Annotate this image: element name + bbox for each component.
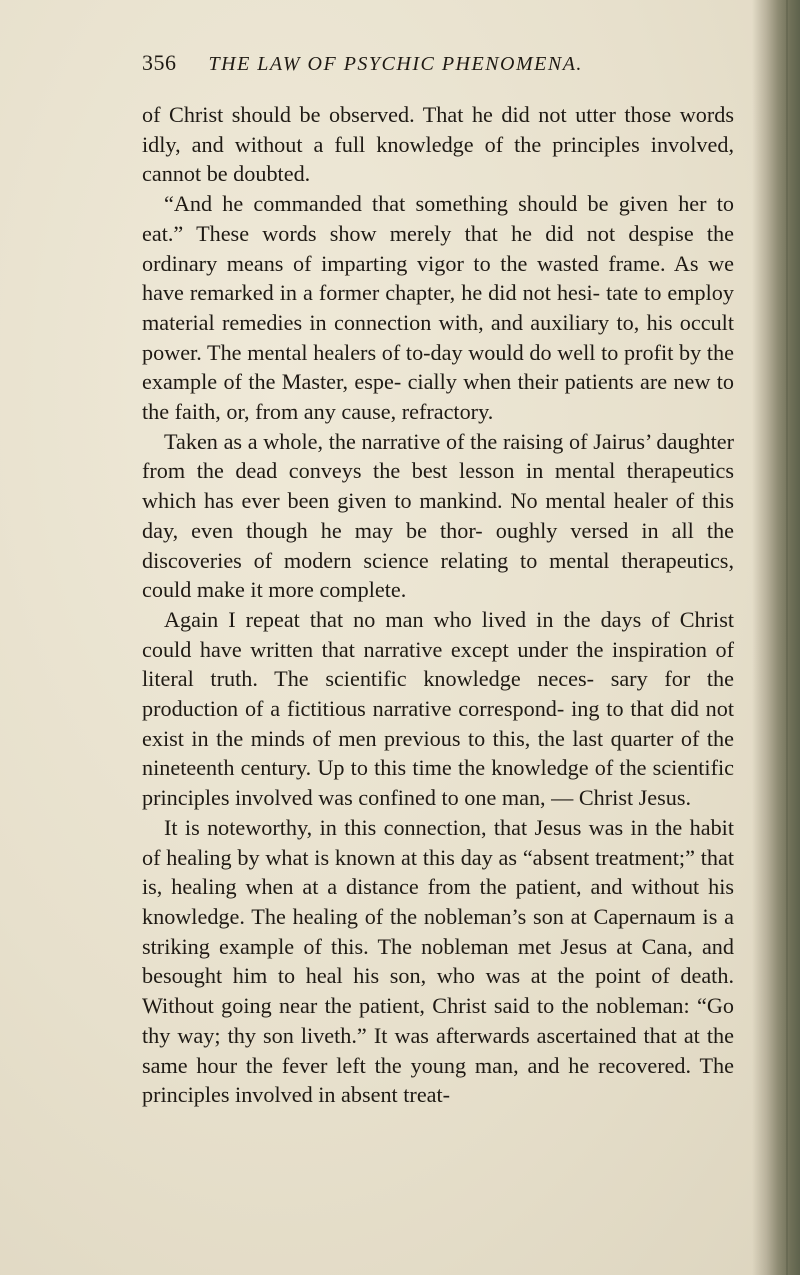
page-number: 356 xyxy=(142,50,177,75)
paragraph-2: “And he commanded that something should be given her to eat.” These words show merely that he did not despise the ordinary means of imparting vigor to the wasted frame. As we have remarked in a former chapter, he did not hesi- tate to employ material remedies in connection with, and auxiliary to, his occult power. The mental healers of to-day would do well to profit by the example of the Master, espe- cially when their patients are new to the faith, or, from any cause, refractory. xyxy=(142,191,734,425)
page-header xyxy=(142,50,732,82)
paragraph-4: Again I repeat that no man who lived in the days of Christ could have written that narrative except under the inspiration of literal truth. The scientific knowledge neces- sary for the production of a fictitious narrative correspond- ing to that did not exist in the minds of men previous to this, the last quarter of the nineteenth century. Up to this time the knowledge of the scientific principles involved was confined to one man, — Christ Jesus. xyxy=(142,606,734,811)
paragraph-1: of Christ should be observed. That he did not utter those words idly, and without a full knowledge of the principles involved, cannot be doubted. xyxy=(142,102,734,187)
running-title: THE LAW OF PSYCHIC PHENOMENA. xyxy=(208,53,583,75)
body-text xyxy=(142,100,734,1110)
page-edge-line xyxy=(786,0,788,1275)
page-edge-shadow xyxy=(752,0,800,1275)
paragraph-5: It is noteworthy, in this connection, that Jesus was in the habit of healing by what is known at this day as “absent treatment;” that is, healing when at a distance from the patient, and without his knowledge. The healing of the nobleman’s son at Capernaum is a striking example of this. The nobleman met Jesus at Cana, and besought him to heal his son, who was at the point of death. Without going near the patient, Christ said to the nobleman: “Go thy way; thy son liveth.” It was afterwards ascertained that at the same hour the fever left the young man, and he recovered. The principles involved in absent treat- xyxy=(142,814,734,1108)
paragraph-3: Taken as a whole, the narrative of the raising of Jairus’ daughter from the dead conveys the best lesson in mental therapeutics which has ever been given to mankind. No mental healer of this day, even though he may be thor- oughly versed in all the discoveries of modern science relating to mental therapeutics, could make it more complete. xyxy=(142,428,734,603)
